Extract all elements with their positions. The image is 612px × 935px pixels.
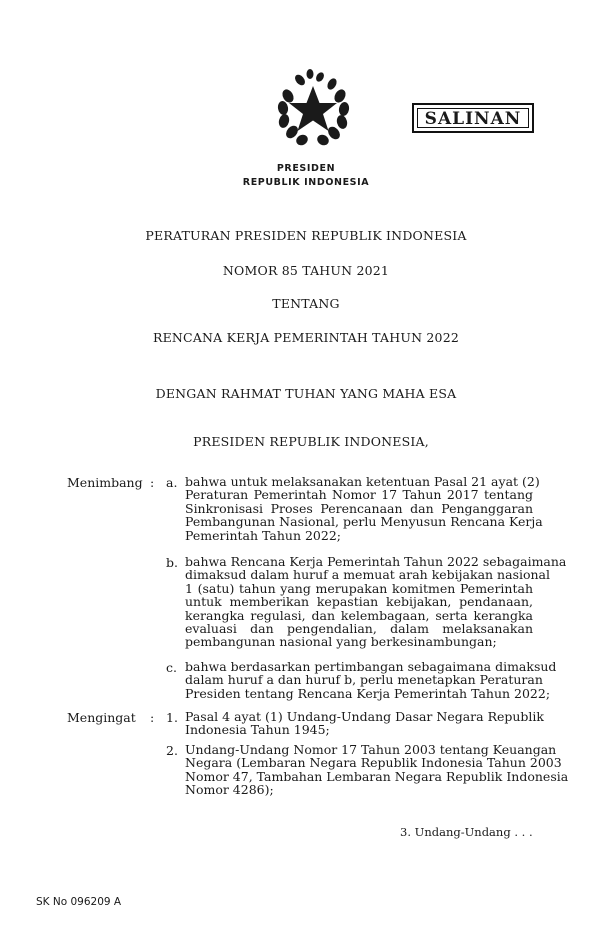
text-line: Sinkronisasi Proses Perencanaan dan Penganggaran [185, 500, 533, 516]
catchword: 3. Undang-Undang . . . [400, 825, 533, 839]
text-line: Nomor 4286); [185, 782, 274, 798]
menimbang-mark-b: b. [166, 555, 178, 570]
mengingat-item-2 [185, 742, 569, 798]
menimbang-mark-a: a. [166, 475, 178, 490]
menimbang-item-b [185, 554, 567, 650]
text-line: Negara (Lembaran Negara Republik Indonesia Tahun 2003 [185, 755, 562, 771]
state-emblem-icon [270, 66, 354, 150]
stamp-text: SALINAN [417, 108, 529, 128]
text-line: 1 (satu) tahun yang merupakan komitmen Pemerintah [185, 580, 533, 596]
text-line: Indonesia Tahun 1945; [185, 722, 330, 738]
institution-line-2: REPUBLIK INDONESIA [242, 177, 370, 188]
mengingat-item-1 [185, 709, 545, 738]
text-line: dalam huruf a dan huruf b, perlu menetapkan Peraturan [185, 672, 543, 688]
text-line: Nomor 47, Tambahan Lembaran Negara Republik Indonesia [185, 768, 569, 784]
mengingat-colon: : [150, 710, 155, 725]
text-line: Pembangunan Nasional, perlu Menyusun Rencana Kerja [185, 514, 543, 530]
text-line: Presiden tentang Rencana Kerja Pemerintah Tahun 2022; [185, 685, 551, 701]
institution-line-1: PRESIDEN [276, 163, 336, 174]
salinan-stamp [412, 103, 534, 133]
text-line: Pasal 4 ayat (1) Undang-Undang Dasar Negara Republik [185, 709, 545, 724]
regulation-subject: RENCANA KERJA PEMERINTAH TAHUN 2022 [152, 330, 460, 345]
text-line: Pemerintah Tahun 2022; [185, 527, 341, 543]
mengingat-label: Mengingat [67, 710, 136, 725]
regulation-title: PERATURAN PRESIDEN REPUBLIK INDONESIA [145, 228, 467, 243]
menimbang-label: Menimbang [67, 475, 143, 490]
text-line: pembangunan nasional yang berkesinambungan; [185, 634, 497, 650]
menimbang-item-a [185, 474, 543, 543]
text-line: bahwa Rencana Kerja Pemerintah Tahun 2022 sebagaimana [185, 554, 567, 569]
text-line: kerangka regulasi, dan kelembagaan, serta kerangka [185, 607, 533, 623]
menimbang-mark-c: c. [166, 660, 177, 675]
document-serial-code: SK No 096209 A [36, 896, 122, 908]
regulation-about: TENTANG [272, 296, 340, 311]
text-line: dimaksud dalam huruf a memuat arah kebijakan nasional [185, 567, 551, 583]
mengingat-mark-2: 2. [166, 743, 178, 758]
text-line: Undang-Undang Nomor 17 Tahun 2003 tentang Keuangan [185, 742, 557, 757]
regulation-number: NOMOR 85 TAHUN 2021 [222, 263, 390, 278]
menimbang-item-c [185, 659, 557, 701]
text-line: bahwa berdasarkan pertimbangan sebagaimana dimaksud [185, 659, 557, 674]
issuer: PRESIDEN REPUBLIK INDONESIA, [193, 434, 429, 449]
invocation: DENGAN RAHMAT TUHAN YANG MAHA ESA [155, 386, 457, 401]
menimbang-colon: : [150, 475, 155, 490]
text-line: bahwa untuk melaksanakan ketentuan Pasal 21 ayat (2) [185, 474, 540, 489]
text-line: Peraturan Pemerintah Nomor 17 Tahun 2017 tentang [185, 487, 533, 503]
mengingat-mark-1: 1. [166, 710, 178, 725]
text-line: untuk memberikan kepastian kebijakan, pendanaan, [185, 594, 533, 610]
text-line: evaluasi dan pengendalian, dalam melaksanakan [185, 621, 533, 637]
